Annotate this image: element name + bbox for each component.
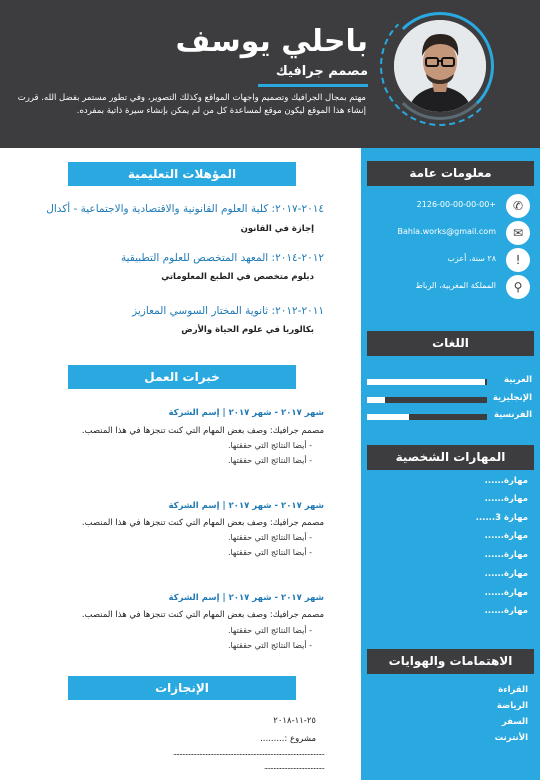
languages-heading: اللغات xyxy=(367,331,534,356)
language-label: العربية xyxy=(503,375,532,385)
hobby-item: السفر xyxy=(501,717,528,727)
mail-icon: ✉ xyxy=(506,221,530,245)
experience-bullet: - أيضا النتائج التي حققتها. xyxy=(227,441,312,450)
skill-item: مهارة...... xyxy=(484,588,528,598)
language-bar-fill xyxy=(367,414,409,420)
email-text[interactable]: Bahla.works@gmail.com xyxy=(397,227,496,236)
skill-item: مهارة...... xyxy=(484,531,528,541)
language-row xyxy=(367,412,532,422)
job-title-underline xyxy=(258,84,368,87)
education-heading: المؤهلات التعليمية xyxy=(68,162,296,186)
skill-item: مهارة...... xyxy=(484,606,528,616)
skills-heading: المهارات الشخصية xyxy=(367,445,534,470)
hobbies-heading: الاهتمامات والهوايات xyxy=(367,649,534,674)
experience-heading: خبرات العمل xyxy=(68,365,296,389)
language-row xyxy=(367,377,532,387)
experience-description: مصمم جرافيك: وصف بعض المهام التي كنت تنجزها في هذا المنصب. xyxy=(81,518,324,528)
age-text: ٢٨ سنة، أعزب xyxy=(447,254,496,263)
experience-bullet: - أيضا النتائج التي حققتها. xyxy=(227,533,312,542)
location-text: المملكة المغربية، الرباط xyxy=(415,281,496,290)
achievement-dots-line: .................................................................................................. xyxy=(172,748,324,757)
general-info-heading: معلومات عامة xyxy=(367,161,534,186)
education-degree: بكالوريا في علوم الحياة والأرض xyxy=(181,325,314,335)
education-title: ٢٠١٤-٢٠١٧: كلية العلوم القانونية والاقتصادية والاجتماعية - أكدال xyxy=(46,203,324,215)
language-bar xyxy=(367,414,487,420)
experience-description: مصمم جرافيك: وصف بعض المهام التي كنت تنجزها في هذا المنصب. xyxy=(81,610,324,620)
education-title: ٢٠١١-٢٠١٢: ثانوية المختار السوسي المعازيز xyxy=(132,305,324,317)
experience-date: شهر ٢٠١٧ - شهر ٢٠١٧ | إسم الشركة xyxy=(168,593,324,603)
hobby-item: القراءة xyxy=(498,685,528,695)
education-title: ٢٠١٢-٢٠١٤: المعهد المتخصص للعلوم التطبيقية xyxy=(120,252,324,264)
achievement-project: مشروع :......... xyxy=(260,734,316,744)
education-degree: إجازة في القانون xyxy=(240,224,314,234)
info-row-email xyxy=(370,221,530,245)
achievement-dots-line: ....................................... xyxy=(263,762,324,771)
skill-item: مهارة...... xyxy=(484,550,528,560)
job-title: مصمم جرافيك xyxy=(275,64,368,79)
person-icon: ! xyxy=(506,248,530,272)
language-bar-fill xyxy=(367,397,385,403)
experience-bullet: - أيضا النتائج التي حققتها. xyxy=(227,626,312,635)
skill-item: مهارة 3...... xyxy=(475,513,528,523)
skill-item: مهارة...... xyxy=(484,494,528,504)
language-bar-fill xyxy=(367,379,485,385)
hobby-item: الأنترنت xyxy=(494,733,528,743)
avatar xyxy=(394,20,486,112)
info-row-age xyxy=(370,248,530,272)
achievement-date: ٢٥-١١-٢٠١٨ xyxy=(273,716,316,726)
experience-bullet: - أيضا النتائج التي حققتها. xyxy=(227,641,312,650)
achievements-heading: الإنجازات xyxy=(68,676,296,700)
experience-date: شهر ٢٠١٧ - شهر ٢٠١٧ | إسم الشركة xyxy=(168,408,324,418)
skill-item: مهارة...... xyxy=(484,476,528,486)
language-label: الإنجليزية xyxy=(492,393,532,403)
language-label: الفرنسية xyxy=(494,410,532,420)
language-bar xyxy=(367,379,487,385)
info-row-location xyxy=(370,275,530,299)
experience-description: مصمم جرافيك: وصف بعض المهام التي كنت تنجزها في هذا المنصب. xyxy=(81,426,324,436)
person-name: باحلي يوسف xyxy=(175,24,368,59)
experience-bullet: - أيضا النتائج التي حققتها. xyxy=(227,456,312,465)
language-row xyxy=(367,395,532,405)
experience-bullet: - أيضا النتائج التي حققتها. xyxy=(227,548,312,557)
education-degree: دبلوم متخصص في الطبع المعلوماتي xyxy=(161,272,314,282)
person-avatar-icon xyxy=(394,20,486,112)
phone-icon: ✆ xyxy=(506,194,530,218)
profile-photo xyxy=(394,20,486,112)
location-icon: ⚲ xyxy=(506,275,530,299)
language-bar xyxy=(367,397,487,403)
skill-item: مهارة...... xyxy=(484,569,528,579)
phone-text: +2126-00-00-00-00 xyxy=(416,200,496,209)
profile-summary: مهتم بمجال الجرافيك وتصميم واجهات المواقع وكذلك التصوير، وفي تطور مستمر بفضل الله. قررت إنشاء هذا الموقع ليكون موقع لمساعدة كل من لم يمكن بإنشاء سيرة ذاتية بمفرده. xyxy=(17,93,366,116)
info-row-phone xyxy=(370,194,530,218)
hobby-item: الرياضة xyxy=(496,701,528,711)
experience-date: شهر ٢٠١٧ - شهر ٢٠١٧ | إسم الشركة xyxy=(168,501,324,511)
